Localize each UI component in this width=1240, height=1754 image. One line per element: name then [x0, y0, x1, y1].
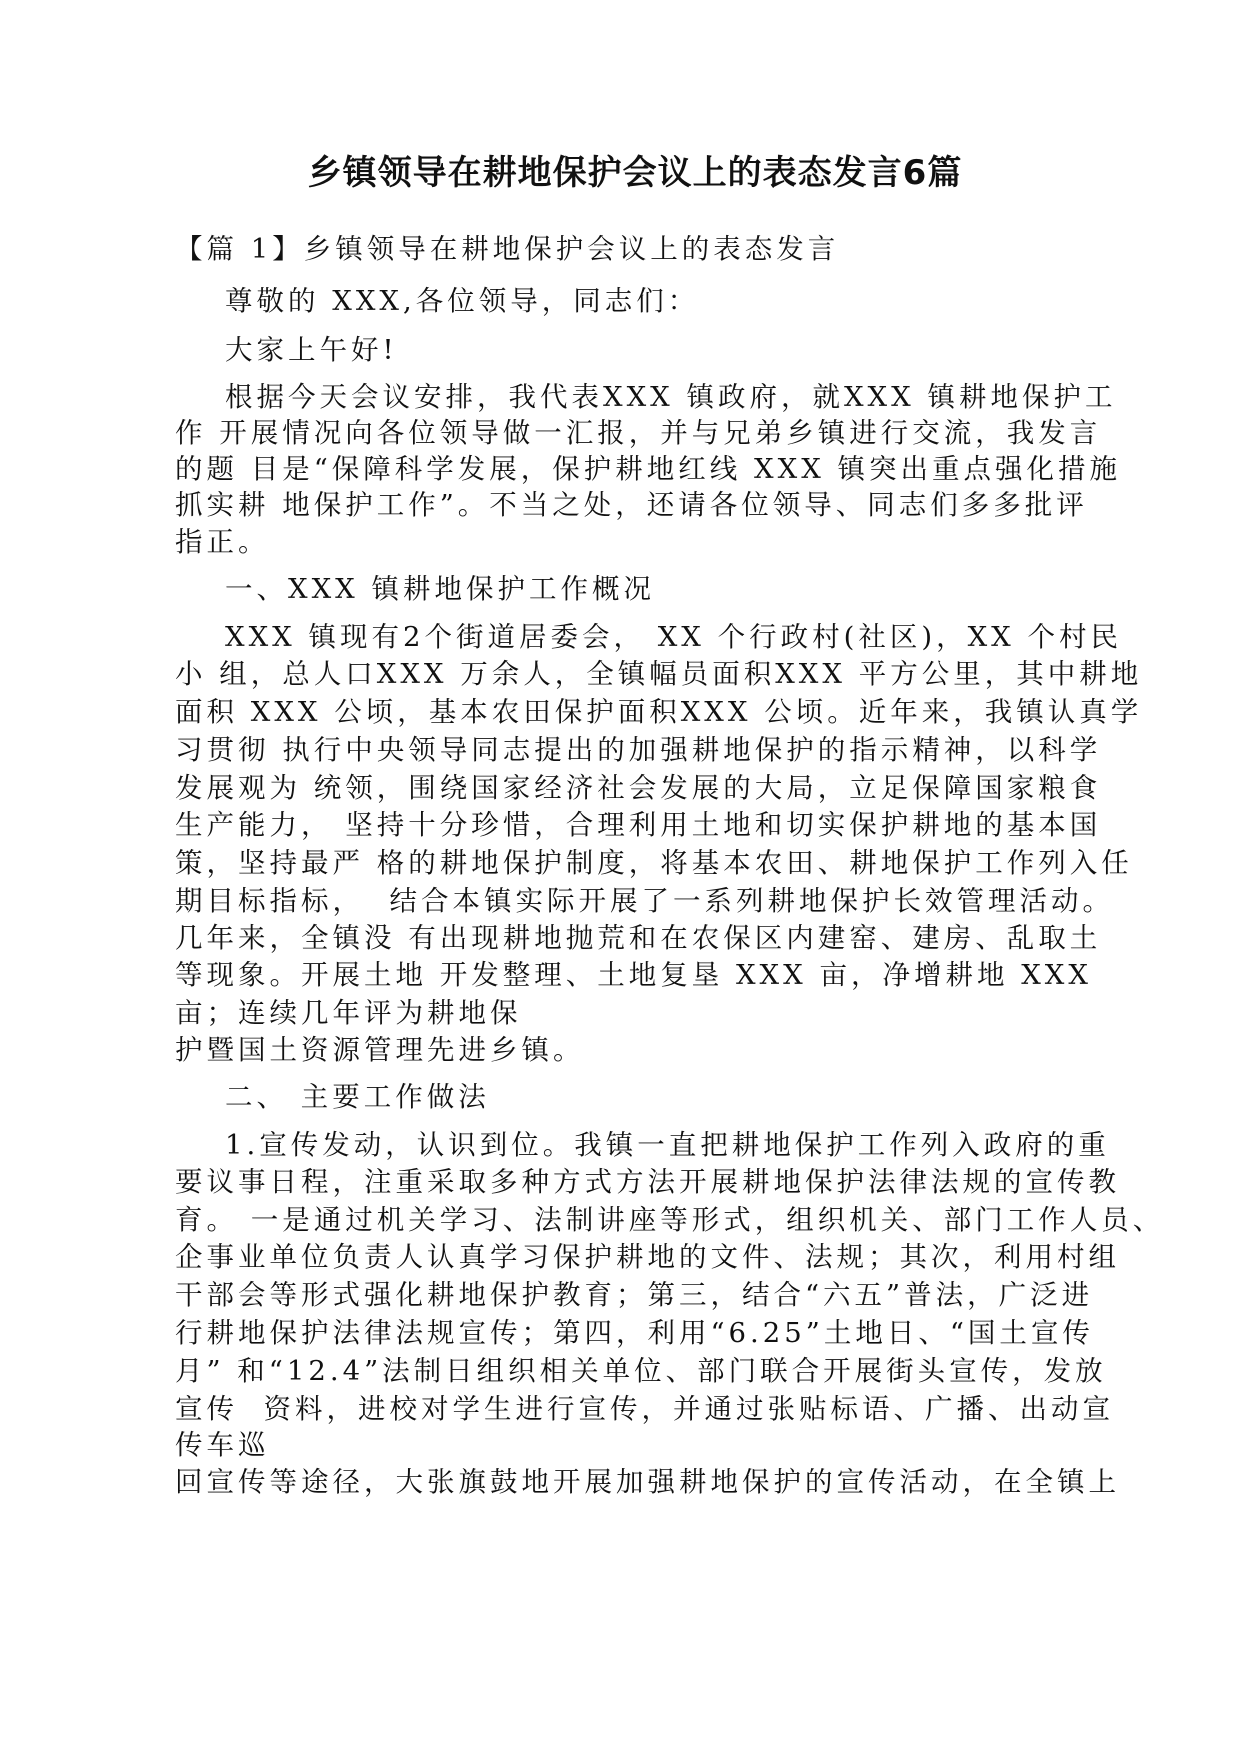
paragraph-line: 发展观为 统领，围绕国家经济社会发展的大局，立足保障国家粮食 — [175, 772, 1102, 804]
paragraph-line: 面积 XXX 公顷，基本农田保护面积XXX 公顷。近年来，我镇认真学 — [175, 696, 1143, 728]
paragraph-line: 行耕地保护法律法规宣传；第四，利用“6.25”土地日、“国土宣传 — [175, 1317, 1094, 1349]
paragraph-line: 育。 一是通过机关学习、法制讲座等形式，组织机关、部门工作人员、 — [175, 1204, 1165, 1236]
section-heading: 【篇 1】乡镇领导在耕地保护会议上的表态发言 — [175, 233, 840, 265]
paragraph-line: 生产能力， 坚持十分珍惜，合理利用土地和切实保护耕地的基本国 — [175, 809, 1102, 841]
paragraph-line: 企事业单位负责人认真学习保护耕地的文件、法规；其次，利用村组 — [175, 1241, 1120, 1273]
paragraph-line: 小 组，总人口XXX 万余人，全镇幅员面积XXX 平方公里，其中耕地 — [175, 658, 1143, 690]
paragraph-line: 回宣传等途径，大张旗鼓地开展加强耕地保护的宣传活动，在全镇上 — [175, 1466, 1120, 1498]
paragraph-line: 等现象。开展土地 开发整理、土地复垦 XXX 亩，净增耕地 XXX — [175, 959, 1092, 991]
paragraph-line: 抓实耕 地保护工作”。不当之处，还请各位领导、同志们多多批评 — [175, 489, 1088, 521]
paragraph-line: 亩；连续几年评为耕地保 — [175, 997, 522, 1029]
paragraph-line: 1.宣传发动，认识到位。我镇一直把耕地保护工作列入政府的重 — [225, 1129, 1110, 1161]
paragraph-line: 干部会等形式强化耕地保护教育；第三，结合“六五”普法，广泛进 — [175, 1279, 1094, 1311]
subsection-heading: 二、 主要工作做法 — [225, 1081, 490, 1113]
paragraph-line: 要议事日程，注重采取多种方式方法开展耕地保护法律法规的宣传教 — [175, 1166, 1120, 1198]
paragraph-line: 期目标指标， 结合本镇实际开展了一系列耕地保护长效管理活动。 — [175, 885, 1114, 917]
paragraph-line: 宣传 资料，进校对学生进行宣传，并通过张贴标语、广播、出动宣 — [175, 1393, 1114, 1425]
greeting-line: 大家上午好! — [225, 334, 398, 366]
paragraph-line: 作 开展情况向各位领导做一汇报，并与兄弟乡镇进行交流，我发言 — [175, 417, 1102, 449]
paragraph-line: 的题 目是“保障科学发展，保护耕地红线 XXX 镇突出重点强化措施 — [175, 453, 1122, 485]
paragraph-line: XXX 镇现有2个街道居委会， XX 个行政村(社区)，XX 个村民 — [225, 621, 1122, 653]
paragraph-line: 根据今天会议安排，我代表XXX 镇政府，就XXX 镇耕地保护工 — [225, 381, 1117, 413]
paragraph-line: 护暨国土资源管理先进乡镇。 — [175, 1034, 585, 1066]
paragraph-line: 月” 和“12.4”法制日组织相关单位、部门联合开展街头宣传，发放 — [175, 1355, 1107, 1387]
paragraph-line: 习贯彻 执行中央领导同志提出的加强耕地保护的指示精神，以科学 — [175, 734, 1102, 766]
paragraph-line: 几年来，全镇没 有出现耕地抛荒和在农保区内建窑、建房、乱取土 — [175, 922, 1102, 954]
paragraph-line: 指正。 — [175, 526, 270, 558]
salutation-line: 尊敬的 XXX,各位领导，同志们： — [225, 285, 700, 317]
subsection-heading: 一、XXX 镇耕地保护工作概况 — [225, 573, 655, 605]
paragraph-line: 传车巡 — [175, 1429, 270, 1461]
paragraph-line: 策，坚持最严 格的耕地保护制度，将基本农田、耕地保护工作列入任 — [175, 847, 1133, 879]
document-title: 乡镇领导在耕地保护会议上的表态发言6篇 — [307, 153, 963, 193]
